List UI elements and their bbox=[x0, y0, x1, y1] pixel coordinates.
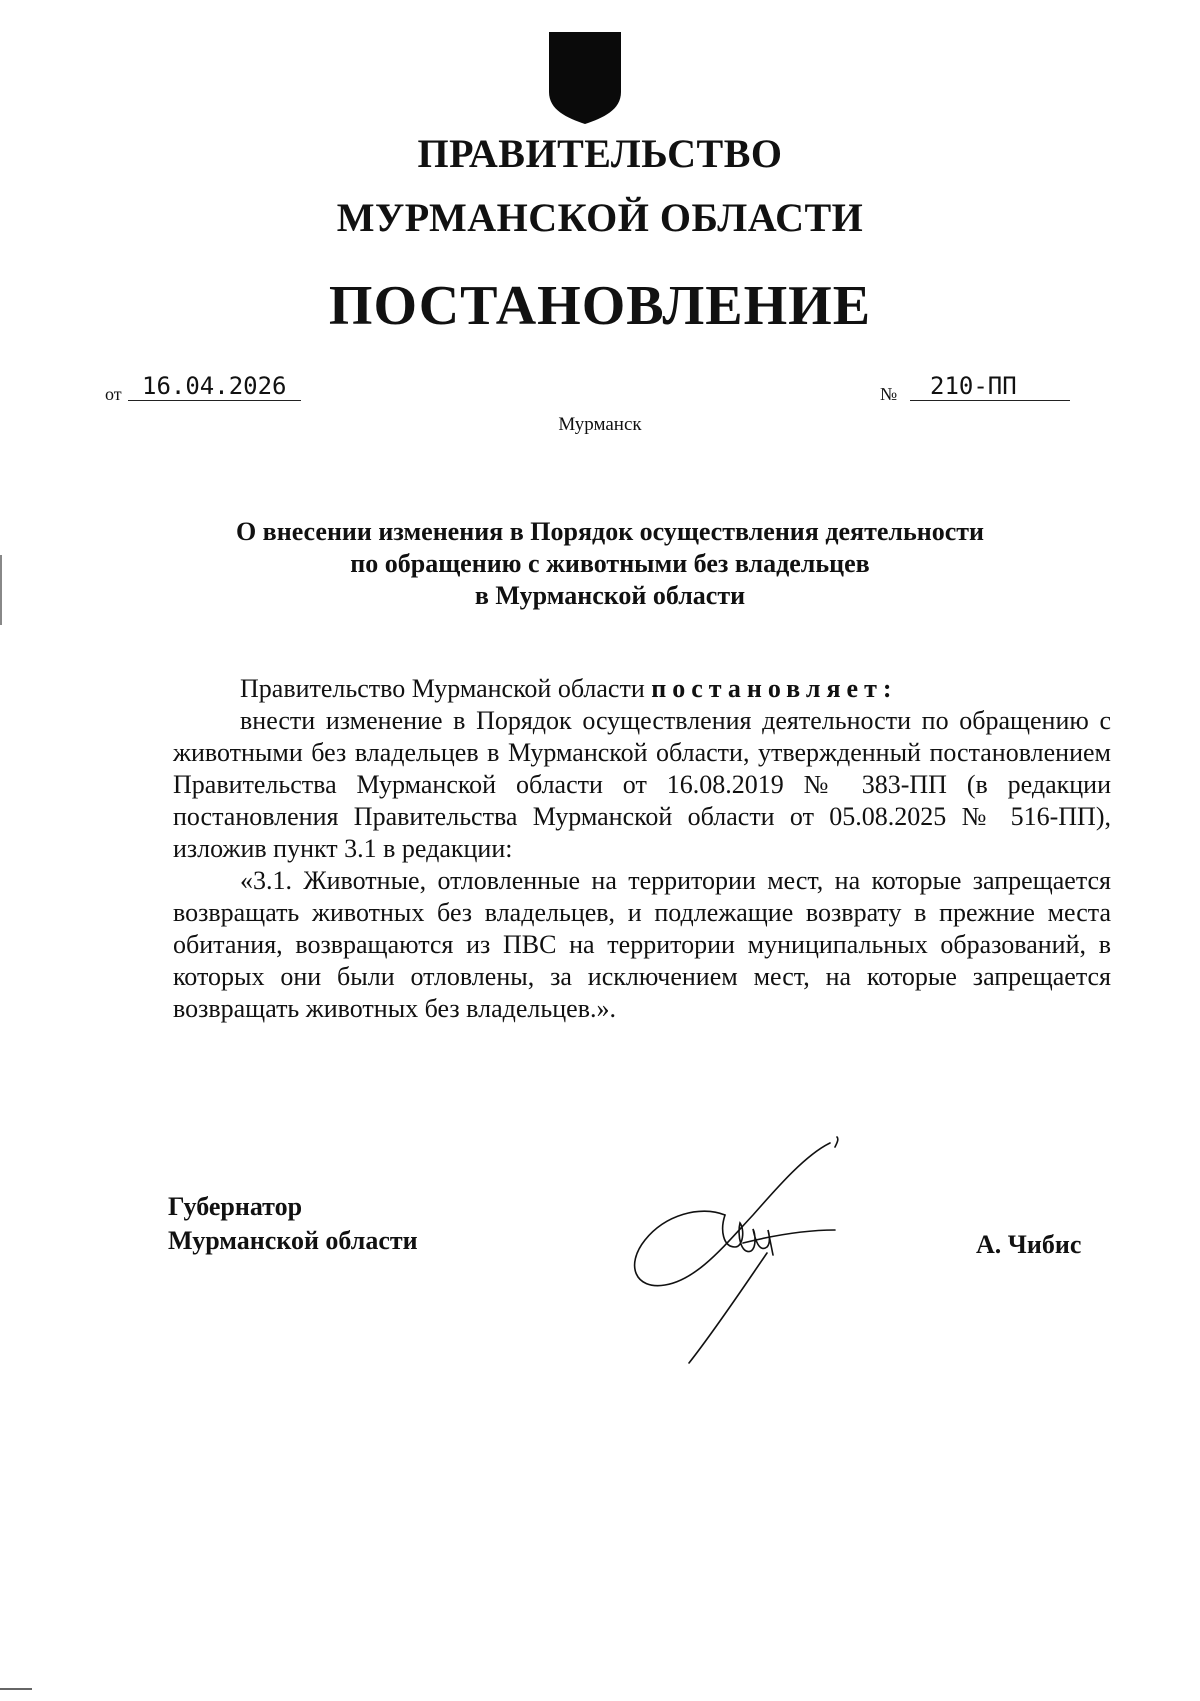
signer-role-line: Мурманской области bbox=[168, 1226, 418, 1255]
date-prefix: от bbox=[105, 384, 122, 404]
intro-text: Правительство Мурманской области bbox=[240, 674, 645, 703]
signer-role bbox=[168, 1190, 418, 1258]
paragraph: внести изменение в Порядок осуществления деятельности по обращению с животными без владельцев в Мурманской области, утвержденный постановлением Правительства Мурманской области от 16.08.2019 № 383-ПП (в редакции постановления Правительства Мурманской области от 05.08.2025 № 516-ПП), изложив пункт 3.1 в редакции: bbox=[173, 706, 1111, 863]
city: Мурманск bbox=[558, 414, 642, 435]
document-type: ПОСТАНОВЛЕНИЕ bbox=[328, 275, 872, 337]
signer-role-line: Губернатор bbox=[168, 1192, 303, 1221]
government-title-line2: МУРМАНСКОЙ ОБЛАСТИ bbox=[336, 195, 864, 240]
document-date bbox=[105, 374, 305, 404]
government-title-line1: ПРАВИТЕЛЬСТВО bbox=[417, 131, 783, 176]
paragraph: «3.1. Животные, отловленные на территории мест, на которые запрещается возвращать животных без владельцев, и подлежащие возврату в прежние места обитания, возвращаются из ПВС на территории муниципальных образований, в которых они были отловлены, за исключением мест, на которые запрещается возвращать животных без владельцев.». bbox=[173, 866, 1111, 1023]
signer-name: А. Чибис bbox=[976, 1230, 1082, 1259]
document-body bbox=[173, 673, 1111, 1025]
document-subject bbox=[160, 516, 1060, 612]
document-number bbox=[880, 374, 1080, 404]
date-value: 16.04.2026 bbox=[128, 374, 301, 401]
handwritten-signature bbox=[625, 1135, 855, 1370]
coat-of-arms-icon bbox=[545, 30, 625, 126]
subject-line: О внесении изменения в Порядок осуществления деятельности bbox=[235, 517, 985, 546]
decree-intro bbox=[173, 673, 1111, 705]
scan-margin-mark bbox=[0, 555, 2, 625]
decree-word: постановляет: bbox=[651, 674, 898, 703]
number-value: 210-ПП bbox=[910, 374, 1070, 401]
subject-line: по обращению с животными без владельцев bbox=[350, 549, 870, 578]
subject-line: в Мурманской области bbox=[474, 581, 746, 610]
scan-corner-mark bbox=[0, 1688, 32, 1690]
number-prefix: № bbox=[880, 384, 898, 404]
